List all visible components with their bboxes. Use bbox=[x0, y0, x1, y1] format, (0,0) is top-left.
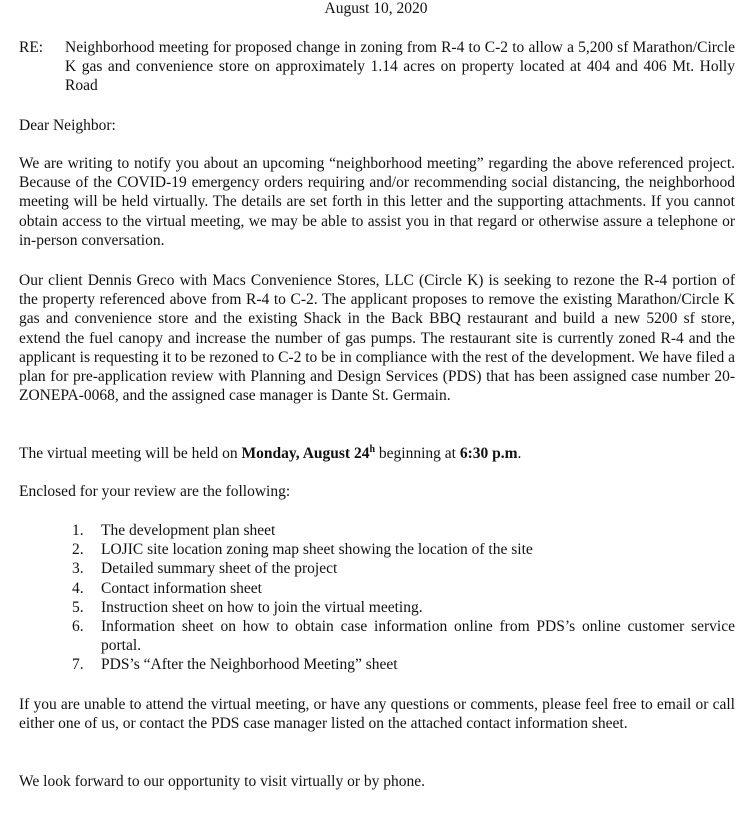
re-subject: Neighborhood meeting for proposed change in zoning from R-4 to C-2 to allow a 5,200 sf Marathon/Circle K gas and convenience store on approximately 1.14 acres on property located at 404 and 406 Mt. Holly Road bbox=[65, 39, 735, 95]
list-item: 2. LOJIC site location zoning map sheet showing the location of the site bbox=[72, 541, 533, 559]
salutation: Dear Neighbor: bbox=[19, 117, 116, 134]
meeting-suffix: . bbox=[517, 445, 522, 462]
list-item: 4. Contact information sheet bbox=[72, 579, 262, 597]
list-item: 7. PDS’s “After the Neighborhood Meeting” sheet bbox=[72, 656, 398, 674]
meeting-day: Monday, August 24$^h$ bbox=[241, 443, 376, 462]
list-item: 3. Detailed summary sheet of the project bbox=[72, 560, 338, 578]
meeting-middle: beginning at bbox=[375, 445, 460, 462]
meeting-day-suffix: h bbox=[369, 443, 376, 455]
enclosure-list bbox=[72, 521, 735, 675]
meeting-announcement bbox=[19, 444, 735, 463]
re-line bbox=[19, 38, 735, 96]
paragraph-notification: We are writing to notify you about an upcoming “neighborhood meeting” regarding the above referenced project. Because of the COVID-19 emergency orders requiring and/or recommending social distancing, the neighborhood meeting will be held virtually. The details are set forth in this letter and the supporting attachments. If you cannot obtain access to the virtual meeting, we may be able to assist you in that regard or otherwise assure a telephone or in-person conversation. bbox=[19, 155, 735, 249]
letter-date: August 10, 2020 bbox=[324, 0, 428, 17]
paragraph-project-details: Our client Dennis Greco with Macs Convenience Stores, LLC (Circle K) is seeking to rezone the R-4 portion of the property referenced above from R-4 to C-2. The applicant proposes to remove the existing Marathon/Circle K gas and convenience store and the existing Shack in the Back BBQ restaurant and build a new 5200 sf store, extend the fuel canopy and increase the number of gas pumps. The restaurant site is currently zoned R-4 and the applicant is requesting it to be rezoned to C-2 to be in compliance with the rest of the development. We have filed a plan for pre-application review with Planning and Design Services (PDS) that has been assigned case number 20-ZONEPA-0068, and the assigned case manager is Dante St. Germain. bbox=[19, 272, 735, 405]
re-label: RE: bbox=[19, 39, 44, 56]
meeting-time: 6:30 p.m bbox=[459, 445, 518, 462]
enclosed-intro: Enclosed for your review are the following: bbox=[19, 483, 291, 500]
list-item: 1. The development plan sheet bbox=[72, 522, 276, 539]
list-item: 5. Instruction sheet on how to join the virtual meeting. bbox=[72, 598, 423, 616]
list-item: 6. Information sheet on how to obtain case information online from PDS’s online customer service portal. bbox=[72, 618, 735, 655]
meeting-prefix: The virtual meeting will be held on bbox=[19, 445, 242, 462]
closing-line: We look forward to our opportunity to visit virtually or by phone. bbox=[19, 773, 425, 790]
paragraph-contact: If you are unable to attend the virtual meeting, or have any questions or comments, please feel free to email or call either one of us, or contact the PDS case manager listed on the attached contact information sheet. bbox=[19, 696, 735, 733]
